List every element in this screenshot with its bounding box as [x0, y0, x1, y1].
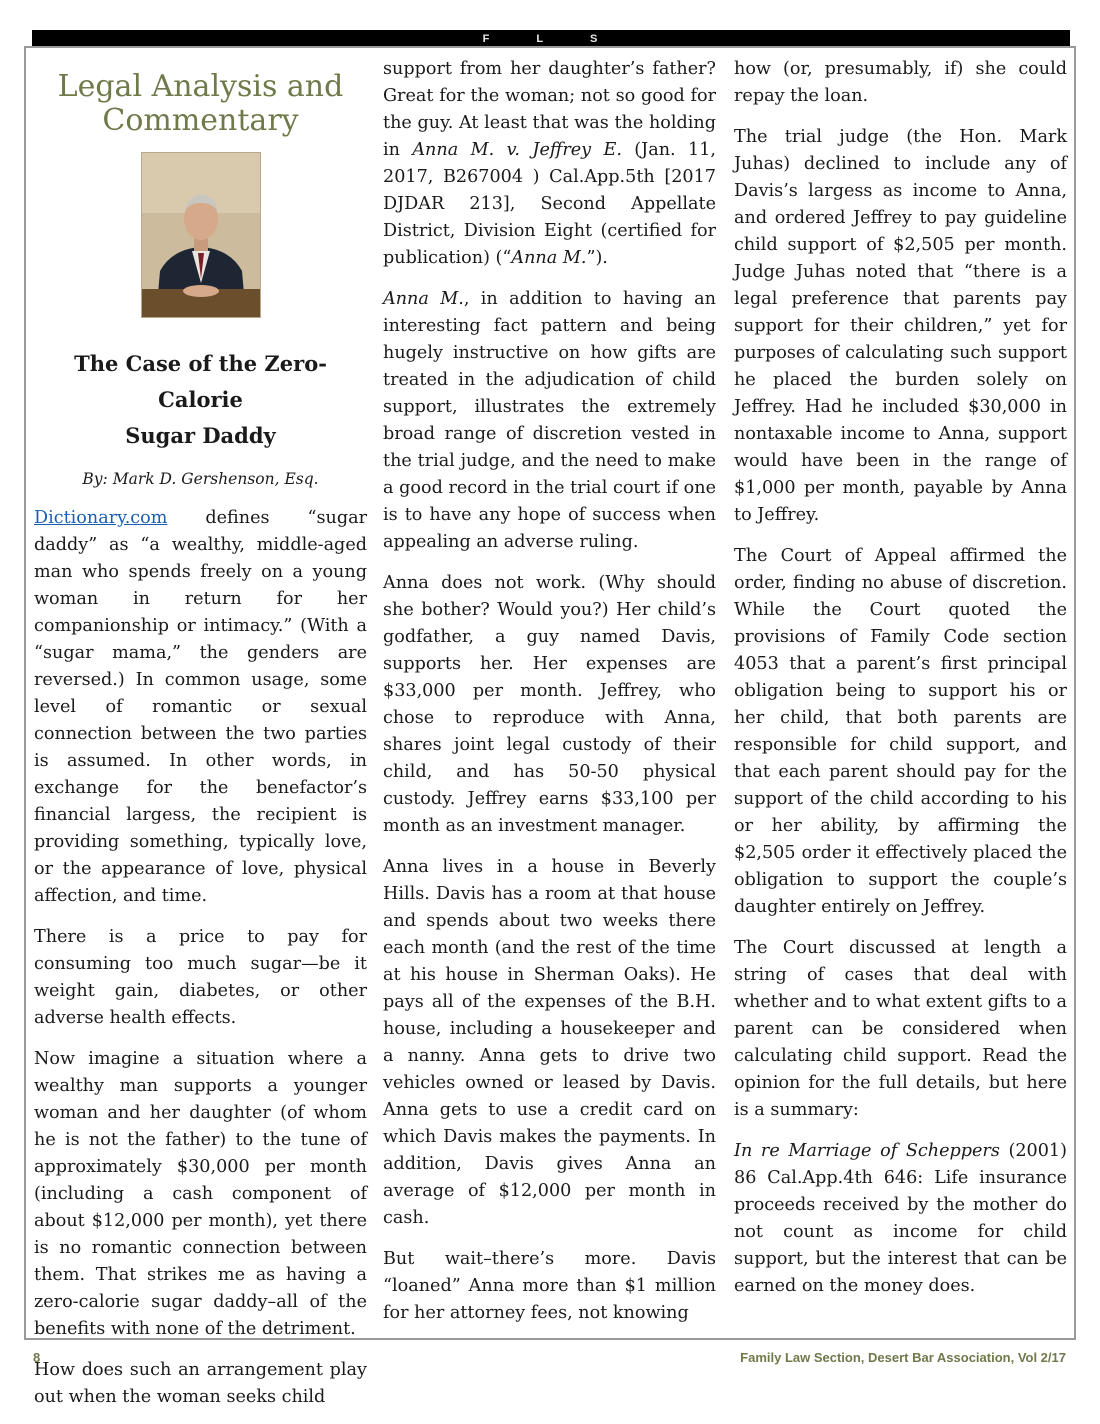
- paragraph: Now imagine a situation where a wealthy man supports a younger woman and her daughter (of whom he is not the father) to the tune of approximately $30,000 per month (including a cash component of about $12,000 per month), yet there is no romantic connection between them. That strikes me as having a zero-calorie sugar daddy–all of the benefits with none of the detriment.: [34, 1049, 367, 1339]
- paragraph: Anna does not work. (Why should she bother? Would you?) Her child’s godfather, a guy named Davis, supports her. Her expenses are $33,000 per month. Jeffrey, who chose to reproduce with Anna, shares joint legal custody of their child, and has 50-50 physical custody. Jeffrey earns $33,100 per month as an investment manager.: [383, 573, 716, 836]
- publication-footer: Family Law Section, Desert Bar Association, Vol 2/17: [740, 1350, 1066, 1365]
- paragraph: how (or, presumably, if) she could repay the loan.: [734, 59, 1067, 106]
- header-bar-letters: F L S: [482, 33, 620, 45]
- article-title-line-1: The Case of the Zero-Calorie: [74, 351, 327, 412]
- paragraph: [34, 505, 367, 910]
- author-photo: [141, 152, 261, 318]
- case-short-name: Anna M.: [511, 248, 587, 268]
- paragraph-text: ”).: [586, 248, 608, 268]
- paragraph: How does such an arrangement play out when the woman seeks child: [34, 1360, 367, 1407]
- column-2: [383, 56, 716, 1327]
- paragraph: [383, 56, 716, 272]
- case-short-name: Anna M.: [383, 289, 464, 309]
- page-number: 8: [33, 1350, 41, 1365]
- paragraph: The Court of Appeal affirmed the order, finding no abuse of discretion. While the Court quoted the provisions of Family Code section 4053 that a parent’s first principal obligation being to support his or her child, that both parents are responsible for child support, and that each parent should pay for the support of the child according to his or her ability, by affirming the $2,505 order it effectively placed the obligation to support the couple’s daughter entirely on Jeffrey.: [734, 546, 1067, 917]
- masthead-line-1: Legal Analysis and: [57, 69, 344, 104]
- column-1: [34, 56, 367, 1411]
- paragraph: But wait–there’s more. Davis “loaned” Anna more than $1 million for her attorney fees, not knowing: [383, 1249, 716, 1323]
- column-3: [734, 56, 1067, 1300]
- paragraph-text: (Jan. 11, 2017, B267004 ) Cal.App.5th [2017 DJDAR 213], Second Appellate District, Division Eight (certified for publication) (“: [383, 140, 716, 268]
- masthead-line-2: Commentary: [102, 103, 299, 138]
- case-citation: In re Marriage of Scheppers: [734, 1141, 1000, 1161]
- paragraph-text: (2001) 86 Cal.App.4th 646: Life insurance proceeds received by the mother do not count as income for child support, but the interest that can be earned on the money does.: [734, 1141, 1067, 1296]
- paragraph-text: support from her daughter’s father? Great for the woman; not so good for the guy. At least that was the holding in: [383, 59, 716, 160]
- paragraph: The Court discussed at length a string of cases that deal with whether and to what extent gifts to a parent can be considered when calculating child support. Read the opinion for the full details, but here is a summary:: [734, 938, 1067, 1120]
- paragraph-text: , in addition to having an interesting fact pattern and being hugely instructive on how gifts are treated in the adjudication of child support, illustrates the extremely broad range of discretion vested in the trial judge, and the need to make a good record in the trial court if one is to have any hope of success when appealing an adverse ruling.: [383, 289, 716, 552]
- paragraph: There is a price to pay for consuming too much sugar—be it weight gain, diabetes, or other adverse health effects.: [34, 927, 367, 1028]
- section-masthead: [34, 70, 367, 138]
- author-photo-illustration: [142, 153, 260, 317]
- article-title: [34, 346, 367, 454]
- case-citation: Anna M. v. Jeffrey E.: [412, 140, 622, 160]
- paragraph: The trial judge (the Hon. Mark Juhas) declined to include any of Davis’s largess as income to Anna, and ordered Jeffrey to pay guideline child support of $2,505 per month. Judge Juhas noted that “there is a legal preference that parents pay support for their children,” yet for purposes of calculating such support he placed the burden solely on Jeffrey. Had he included $30,000 in nontaxable income to Anna, support would have been in the range of $1,000 per month, payable by Anna to Jeffrey.: [734, 127, 1067, 525]
- dictionary-link[interactable]: Dictionary.com: [34, 508, 168, 528]
- article-title-line-2: Sugar Daddy: [125, 423, 276, 448]
- paragraph: [734, 1138, 1067, 1300]
- paragraph: [383, 286, 716, 556]
- paragraph: Anna lives in a house in Beverly Hills. Davis has a room at that house and spends about two weeks there each month (and the rest of the time at his house in Sherman Oaks). He pays all of the expenses of the B.H. house, including a housekeeper and a nanny. Anna gets to drive two vehicles owned or leased by Davis. Anna gets to use a credit card on which Davis makes the payments. In addition, Davis gives Anna an average of $12,000 per month in cash.: [383, 857, 716, 1228]
- article-byline: By: Mark D. Gershenson, Esq.: [82, 470, 319, 488]
- paragraph-text: defines “sugar daddy” as “a wealthy, middle-aged man who spends freely on a young woman in return for her companionship or intimacy.” (With a “sugar mama,” the genders are reversed.) In common usage, some level of romantic or sexual connection between the two parties is assumed. In other words, in exchange for the benefactor’s financial largess, the recipient is providing something, typically love, or the appearance of love, physical affection, and time.: [34, 508, 367, 906]
